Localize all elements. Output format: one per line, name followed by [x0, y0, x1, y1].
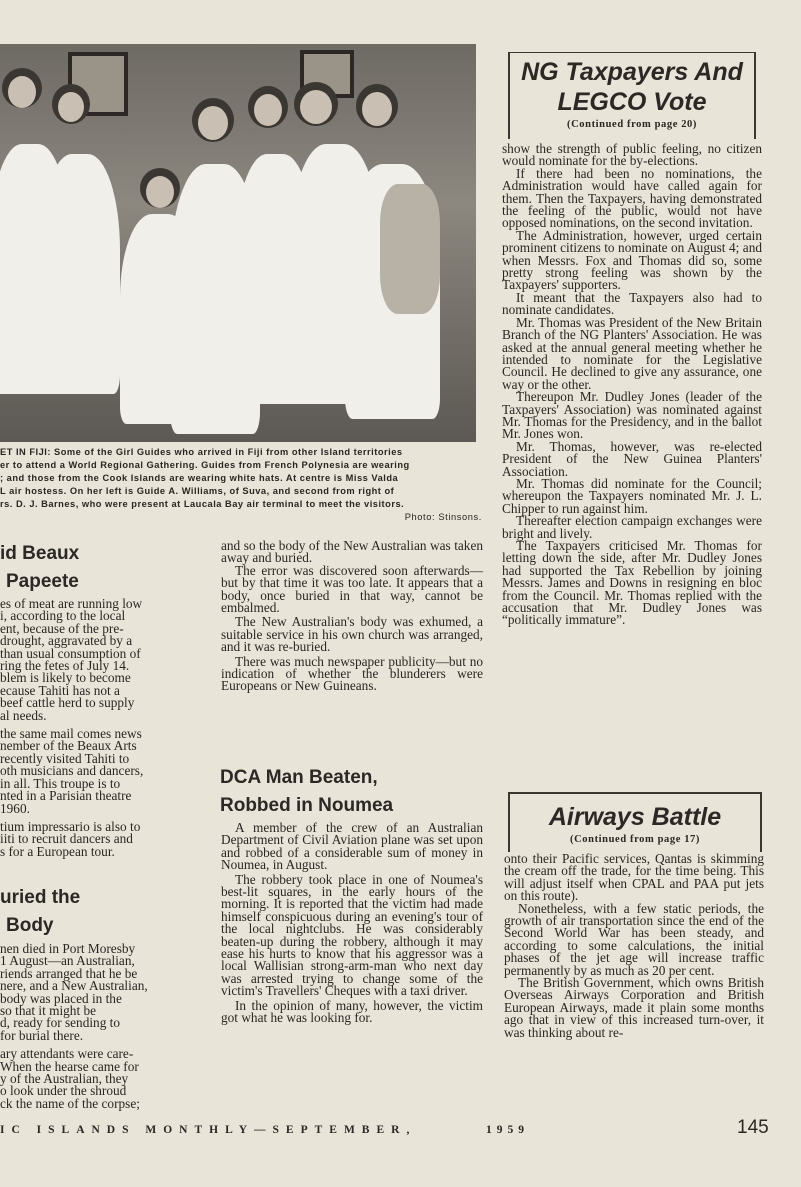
- text-line: body was placed in the: [0, 990, 122, 1006]
- paragraph: The Administration, however, urged certain prominent citizens to nominate on August 4; and when Messrs. Fox and Thomas did so, some pretty strong feeling was shown by the Taxpayers' supporters.: [502, 227, 762, 293]
- text-line: beef cattle herd to supply: [0, 695, 135, 711]
- paragraph: If there had been no nominations, the Administration would have called again for them. Then the Taxpayers, having demonstrated the feeling of the public, would not have opposed nominations, on the second invitation.: [502, 165, 762, 231]
- text-line: d, ready for sending to: [0, 1015, 121, 1031]
- text-line: 1 August—an Australian,: [0, 953, 135, 969]
- text-line: ck the name of the corpse;: [0, 1095, 140, 1111]
- text-line: 1960.: [0, 800, 30, 816]
- paragraph: A member of the crew of an Australian Department of Civil Aviation plane was set upon and robbed of a considerable sum of money in Noumea, in August.: [221, 820, 483, 873]
- text-line: iiti to recruit dancers and: [0, 831, 133, 847]
- text-line: y of the Australian, they: [0, 1071, 129, 1087]
- beaux-title-line2: Papeete: [6, 571, 79, 592]
- beaux-title-line1: id Beaux: [0, 543, 80, 564]
- page-footer-year: 1959: [486, 1124, 529, 1136]
- paragraph: onto their Pacific services, Qantas is skimming the cream off the trade, for the time being. This will adjust itself when CPAL and PAA put jets on this route).: [504, 851, 764, 904]
- text-line: than usual consumption of: [0, 645, 141, 661]
- legco-body: [502, 143, 762, 783]
- text-line: for burial there.: [0, 1027, 84, 1043]
- text-line: nted in a Parisian theatre: [0, 788, 132, 804]
- text-line: ring the fetes of July 14.: [0, 658, 130, 674]
- text-line: oth musicians and dancers,: [0, 763, 144, 779]
- text-line: tium impressario is also to: [0, 818, 141, 834]
- airways-continued: (Continued from page 17): [570, 834, 700, 845]
- beaux-body: [0, 598, 200, 878]
- text-line: the same mail comes news: [0, 726, 142, 742]
- paragraph: In the opinion of many, however, the victim got what he was looking for.: [221, 997, 483, 1026]
- dca-body: [221, 822, 483, 1122]
- caption-line: L air hostess. On her left is Guide A. Williams, of Suva, and second from right of: [0, 486, 395, 496]
- paragraph: Mr. Thomas, however, was re-elected President of the New Guinea Planters' Association.: [502, 438, 762, 479]
- paragraph: The Taxpayers criticised Mr. Thomas for letting down the side, after Mr. Dudley Jones had supported the Tax Rebellion by joining Messrs. James and Downs in resigning en bloc from the Council. Mr. Thomas replied with the accusation that Mr. Dudley Jones was “politically immature”.: [502, 538, 762, 628]
- text-line: nen died in Port Moresby: [0, 943, 136, 956]
- buried-body: [0, 943, 200, 1123]
- buried-title-line2: Body: [6, 915, 54, 936]
- caption-line: ; and those from the Cook Islands are wearing white hats. At centre is Miss Valda: [0, 473, 399, 483]
- paragraph: The robbery took place in one of Noumea's best-lit squares, in the early hours of the morning. It is reported that the victim had made himself conspicuous during an evening's tour of the local nightclubs. He was considerably beaten-up during the robbery, although it may ease his hurts to know that his aggressor was a local Wallisian strong-arm-man who next day was arrested trying to change some of the victim's Travellers' Cheques with a taxi driver.: [221, 871, 483, 999]
- text-line: in all. This troupe is to: [0, 775, 121, 791]
- page-footer-masthead: IC ISLANDS MONTHLY—SEPTEMBER,: [0, 1124, 417, 1136]
- paragraph: It meant that the Taxpayers also had to nominate candidates.: [502, 289, 762, 318]
- paragraph: show the strength of public feeling, no citizen would nominate for the by-elections.: [502, 141, 762, 169]
- airways-body: [504, 853, 764, 1111]
- paragraph: Thereafter election campaign exchanges were bright and lively.: [502, 513, 762, 541]
- legco-headline: [508, 52, 756, 139]
- paragraph: The New Australian's body was exhumed, a suitable service in his own church was arranged, and it was re-buried.: [221, 614, 483, 655]
- text-line: blem is likely to become: [0, 670, 131, 686]
- text-line: es of meat are running low: [0, 598, 143, 611]
- text-line: ecause Tahiti has not a: [0, 682, 120, 698]
- paragraph: and so the body of the New Australian was taken away and buried.: [221, 538, 483, 566]
- dca-title-line1: DCA Man Beaten,: [220, 767, 378, 788]
- caption-line: ET IN FIJI: Some of the Girl Guides who arrived in Fiji from other Island territories: [0, 447, 403, 457]
- girl-guides-photo: [0, 44, 476, 442]
- text-line: recently visited Tahiti to: [0, 750, 130, 766]
- paragraph: The error was discovered soon afterwards—but by that time it was too late. It appears that a body, once buried in that way, cannot be embalmed.: [221, 562, 483, 616]
- paragraph: Thereupon Mr. Dudley Jones (leader of the Taxpayers' Association) was nominated against Mr. Thomas for the Presidency, and in the ballot Mr. Jones won.: [502, 389, 762, 442]
- buried-continued-body: [221, 540, 483, 730]
- legco-continued: (Continued from page 20): [567, 119, 697, 130]
- text-line: i, according to the local: [0, 608, 126, 624]
- text-line: ary attendants were care-: [0, 1046, 134, 1062]
- text-line: nember of the Beaux Arts: [0, 738, 137, 754]
- text-line: riends arranged that he be: [0, 965, 138, 981]
- paragraph: Mr. Thomas was President of the New Britain Branch of the NG Planters' Association. He was asked at the annual general meeting whether he intended to nominate for the Legislative Council. He declined to give any assurance, one way or the other.: [502, 314, 762, 392]
- text-line: ent, because of the pre-: [0, 620, 124, 636]
- caption-line: rs. D. J. Barnes, who were present at Laucala Bay air terminal to meet the visitors.: [0, 499, 405, 509]
- text-line: al needs.: [0, 707, 47, 723]
- airways-headline: [508, 792, 762, 852]
- page-number: 145: [737, 1117, 769, 1138]
- paragraph: Mr. Thomas did nominate for the Council; whereupon the Taxpayers nominated Mr. J. L. Chipper to run against him.: [502, 475, 762, 516]
- caption-line: er to attend a World Regional Gathering. Guides from French Polynesia are wearing: [0, 460, 410, 470]
- photo-credit: Photo: Stinsons.: [404, 512, 482, 522]
- paragraph: There was much newspaper publicity—but no indication of whether the blunderers were Europeans or New Guineans.: [221, 653, 483, 694]
- legco-title-line2: LEGCO Vote: [557, 88, 707, 116]
- text-line: drought, aggravated by a: [0, 633, 133, 649]
- paragraph: Nonetheless, with a few static periods, the growth of air transportation since the end of the Second World War has been steady, and according to some calculations, the initial phases of the jet age will increase traffic permanently by as much as 20 per cent.: [504, 900, 764, 978]
- buried-title-line1: uried the: [0, 887, 81, 908]
- airways-title: Airways Battle: [548, 803, 722, 831]
- text-line: s for a European tour.: [0, 843, 115, 859]
- text-line: When the hearse came for: [0, 1058, 139, 1074]
- text-line: nere, and a New Australian,: [0, 978, 148, 994]
- legco-title-line1: NG Taxpayers And: [521, 58, 743, 86]
- photo-caption: [0, 446, 482, 524]
- paragraph: The British Government, which owns British Overseas Airways Corporation and British European Airways, made it plain some months ago that in view of this increased turn-over, it was thinking about re-: [504, 975, 764, 1040]
- text-line: so that it might be: [0, 1003, 97, 1019]
- text-line: o look under the shroud: [0, 1083, 127, 1099]
- dca-title-line2: Robbed in Noumea: [220, 795, 394, 816]
